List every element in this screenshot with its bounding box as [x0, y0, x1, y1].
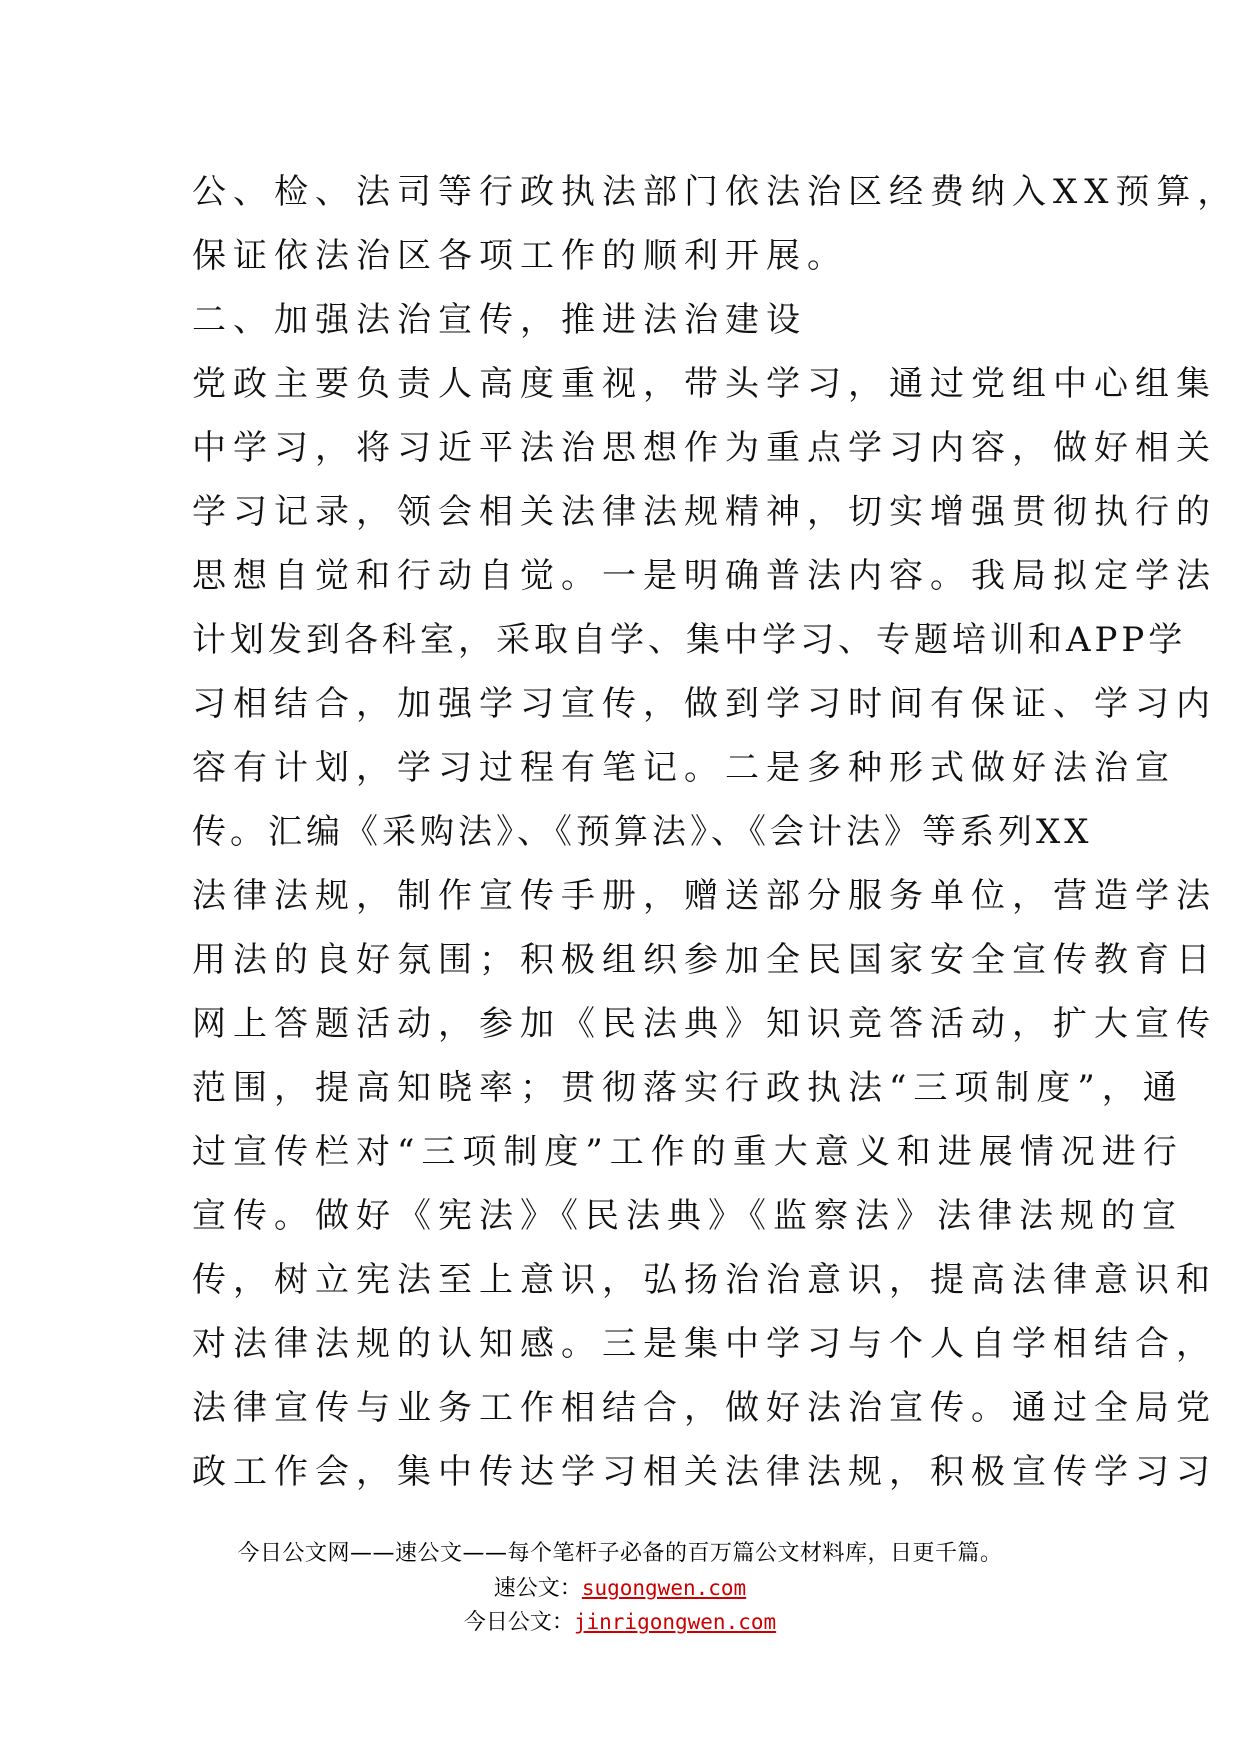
body-line-4: 党政主要负责人高度重视，带头学习，通过党组中心组集: [192, 364, 1217, 404]
page-footer: [0, 1537, 1240, 1639]
body-line-19: 对法律法规的认知感。三是集中学习与个人自学相结合，: [192, 1324, 1217, 1364]
body-line-2: 保证依法治区各项工作的顺利开展。: [192, 236, 848, 276]
body-line-18: 传，树立宪法至上意识，弘扬治治意识，提高法律意识和: [192, 1260, 1217, 1300]
body-line-11: 传。汇编《采购法》、《预算法》、《会计法》等系列XX: [192, 812, 1093, 852]
body-line-6: 学习记录，领会相关法律法规精神，切实增强贯彻执行的: [192, 492, 1217, 532]
body-line-15: 范围，提高知晓率；贯彻落实行政执法“三项制度”，通: [192, 1068, 1184, 1108]
sugongwen-link[interactable]: sugongwen.com: [581, 1576, 747, 1600]
jinrigongwen-label: 今日公文：: [463, 1610, 574, 1635]
body-line-20: 法律宣传与业务工作相结合，做好法治宣传。通过全局党: [192, 1388, 1217, 1428]
body-line-1: 公、检、法司等行政执法部门依法治区经费纳入XX预算，: [192, 172, 1239, 212]
body-line-14: 网上答题活动，参加《民法典》知识竞答活动，扩大宣传: [192, 1004, 1217, 1044]
body-line-10: 容有计划，学习过程有笔记。二是多种形式做好法治宣: [192, 748, 1176, 788]
footer-sugongwen-row: [0, 1571, 1240, 1605]
body-line-16: 过宣传栏对“三项制度”工作的重大意义和进展情况进行: [192, 1132, 1184, 1172]
body-line-21: 政工作会，集中传达学习相关法律法规，积极宣传学习习: [192, 1452, 1217, 1492]
body-line-12: 法律法规，制作宣传手册，赠送部分服务单位，营造学法: [192, 876, 1217, 916]
section-heading: 二、加强法治宣传，推进法治建设: [192, 300, 807, 340]
jinrigongwen-link[interactable]: jinrigongwen.com: [573, 1610, 777, 1634]
body-line-13: 用法的良好氛围；积极组织参加全民国家安全宣传教育日: [192, 940, 1217, 980]
footer-slogan: 今日公文网——速公文——每个笔杆子必备的百万篇公文材料库，日更千篇。: [237, 1541, 1003, 1566]
body-line-5: 中学习，将习近平法治思想作为重点学习内容，做好相关: [192, 428, 1217, 468]
sugongwen-label: 速公文：: [493, 1576, 582, 1601]
document-body: [192, 160, 1239, 1504]
footer-jinrigongwen-row: [0, 1605, 1240, 1639]
body-line-8: 计划发到各科室，采取自学、集中学习、专题培训和APP学: [192, 620, 1187, 660]
body-line-9: 习相结合，加强学习宣传，做到学习时间有保证、学习内: [192, 684, 1217, 724]
body-line-17: 宣传。做好《宪法》《民法典》《监察法》法律法规的宣: [192, 1196, 1183, 1236]
body-line-7: 思想自觉和行动自觉。一是明确普法内容。我局拟定学法: [192, 556, 1217, 596]
